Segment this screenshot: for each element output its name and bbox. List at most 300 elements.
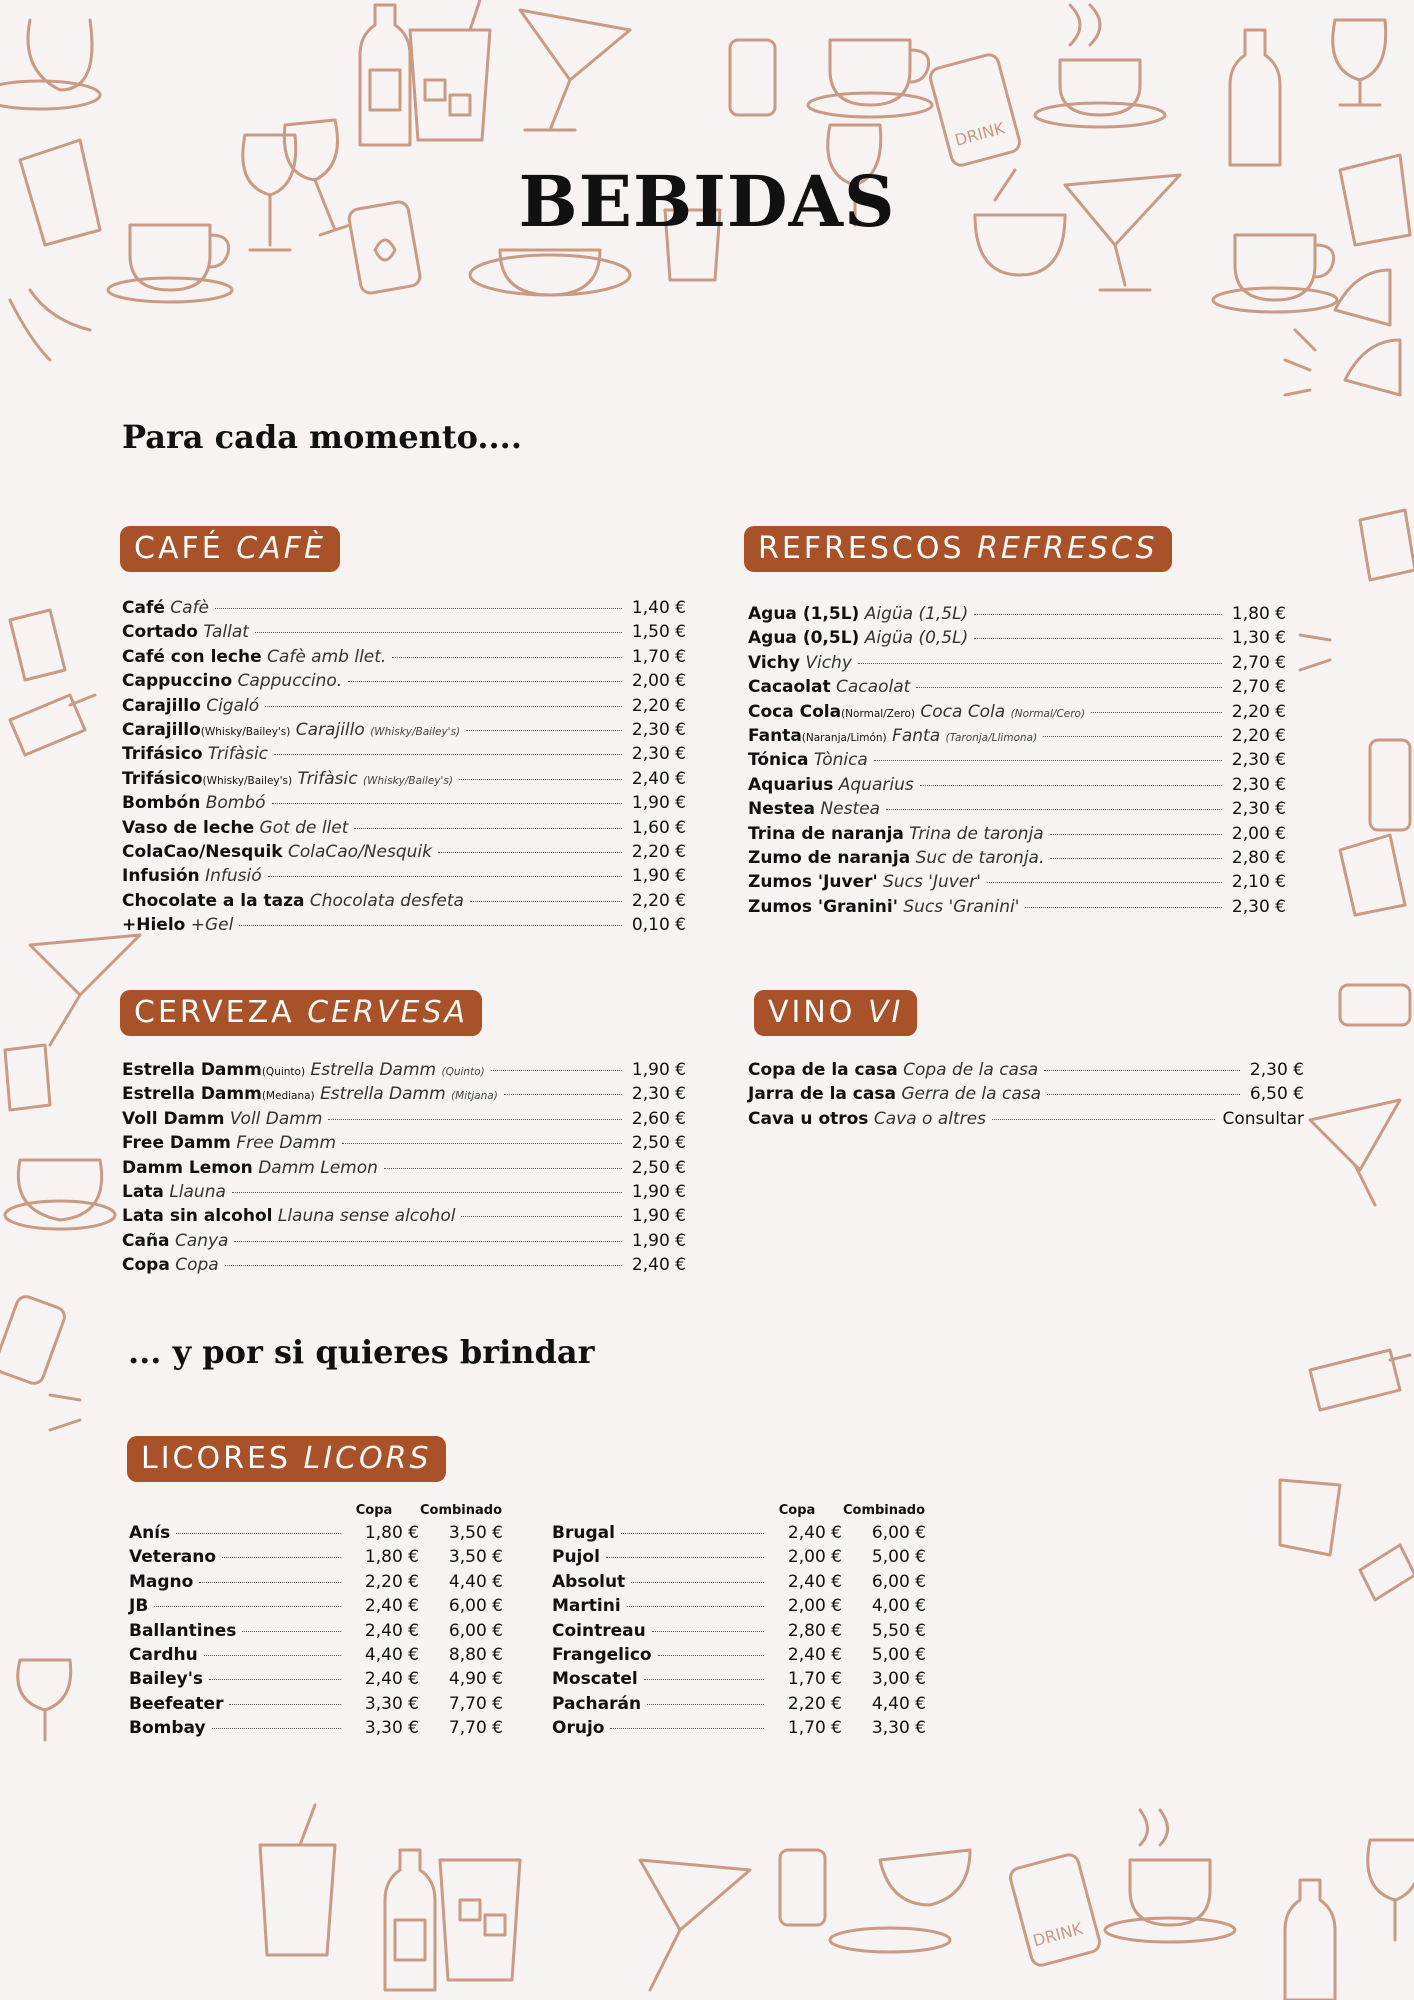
- licor-name: Brugal: [552, 1523, 615, 1543]
- dotted-leader: [242, 1631, 341, 1632]
- item-name: Aquarius: [748, 774, 834, 795]
- refrescos-menu-list: [748, 604, 1286, 921]
- menu-item-row: [122, 1109, 686, 1133]
- item-name: Estrella Damm: [122, 1060, 262, 1080]
- item-name-note: (Quinto): [261, 1066, 306, 1078]
- licor-price-copa: 2,00 €: [787, 1547, 842, 1568]
- item-name: Voll Damm: [122, 1108, 225, 1129]
- dotted-leader: [209, 1679, 341, 1680]
- item-price: 2,30 €: [631, 719, 686, 740]
- licor-row: [129, 1669, 503, 1693]
- svg-text:DRINK: DRINK: [1030, 1918, 1085, 1951]
- item-price: 1,90 €: [631, 1181, 686, 1202]
- item-name: Vaso de leche: [122, 817, 255, 838]
- item-name: Zumos 'Juver': [748, 872, 878, 893]
- item-translation-text: Trifàsic: [207, 744, 269, 765]
- dotted-leader: [606, 1557, 764, 1558]
- licor-price-combinado: 5,00 €: [871, 1547, 926, 1568]
- licor-price-copa: 1,80 €: [364, 1547, 419, 1568]
- item-name-note: (Whisky/Bailey's): [200, 725, 291, 738]
- coffee-cup-icon: [0, 20, 100, 109]
- licor-row: [552, 1523, 926, 1547]
- licor-price-copa: 2,40 €: [787, 1644, 842, 1665]
- licor-price-combinado: 7,70 €: [448, 1693, 503, 1714]
- dotted-leader: [438, 852, 622, 853]
- item-translation: [191, 915, 234, 935]
- licor-price-copa: 2,00 €: [787, 1596, 842, 1617]
- item-translation: [814, 750, 868, 770]
- item-name: Vichy: [748, 652, 800, 673]
- bottle-icon: [1360, 1545, 1414, 1600]
- licor-row: [129, 1621, 503, 1645]
- dotted-leader: [274, 754, 622, 755]
- dotted-leader: [466, 730, 622, 731]
- item-name: Café: [122, 598, 165, 618]
- item-translation-text: Copa de la casa: [903, 1060, 1039, 1080]
- glass-icon: [1280, 1480, 1340, 1555]
- item-price: 2,30 €: [1231, 799, 1286, 820]
- dotted-leader: [504, 1094, 622, 1095]
- item-translation: [820, 799, 880, 819]
- menu-item-row: [748, 604, 1286, 628]
- licor-price-combinado: 5,00 €: [871, 1644, 926, 1665]
- licor-name: Ballantines: [129, 1620, 237, 1641]
- can-icon: [928, 53, 1021, 168]
- dotted-leader: [987, 882, 1222, 883]
- cafe-menu-list: [122, 598, 686, 939]
- item-translation-text: Infusió: [205, 866, 262, 887]
- item-price: 1,90 €: [631, 793, 686, 814]
- licor-price-combinado: 6,00 €: [448, 1596, 503, 1617]
- item-translation-text: Free Damm: [236, 1133, 337, 1154]
- item-translation-text: Cafè amb llet.: [267, 646, 387, 667]
- licor-name: JB: [129, 1596, 149, 1617]
- item-translation: [175, 1255, 218, 1275]
- licor-price-copa: 2,40 €: [364, 1620, 419, 1641]
- item-translation: [298, 769, 453, 789]
- item-translation: [901, 1084, 1041, 1104]
- dotted-leader: [1043, 736, 1222, 737]
- licor-price-combinado: 5,50 €: [871, 1620, 926, 1641]
- item-translation: [892, 726, 1037, 746]
- dotted-leader: [1050, 858, 1222, 859]
- item-translation-text: Cava o altres: [873, 1108, 986, 1129]
- item-translation: [288, 842, 432, 862]
- licor-row: [552, 1669, 926, 1693]
- item-name: Carajillo: [122, 719, 201, 740]
- item-name: Damm Lemon: [122, 1157, 253, 1178]
- section-subtitle-top: Para cada momento....: [122, 418, 522, 456]
- item-name: Bombón: [122, 793, 201, 814]
- bottle-icon: [360, 5, 410, 145]
- licor-price-copa: 3,30 €: [364, 1693, 419, 1714]
- licor-name: Magno: [129, 1571, 194, 1592]
- item-price: 2,80 €: [1231, 847, 1286, 868]
- dotted-leader: [234, 1241, 622, 1242]
- item-price: 2,30 €: [1231, 774, 1286, 795]
- dotted-leader: [1025, 907, 1222, 908]
- item-translation: [208, 744, 268, 764]
- wine-glass-icon: [1368, 1840, 1414, 1940]
- item-translation: [175, 1231, 229, 1251]
- can-icon: [0, 1294, 67, 1386]
- svg-text:DRINK: DRINK: [952, 118, 1007, 150]
- menu-item-row: [748, 628, 1286, 652]
- licores-left-table: [129, 1503, 503, 1743]
- item-price: 1,90 €: [631, 1206, 686, 1227]
- item-name: Tónica: [748, 750, 809, 771]
- menu-item-row: [122, 891, 686, 915]
- licor-name: Bombay: [129, 1718, 206, 1739]
- item-translation: [278, 1206, 456, 1226]
- dotted-leader: [858, 663, 1222, 664]
- licor-row: [552, 1596, 926, 1620]
- item-translation: [310, 1060, 484, 1080]
- licor-row: [129, 1596, 503, 1620]
- item-name: Estrella Damm: [122, 1084, 262, 1105]
- glass-icon: [440, 1860, 520, 1980]
- item-translation-text: Cafè: [170, 598, 210, 618]
- item-translation-text: Gerra de la casa: [901, 1084, 1042, 1105]
- dotted-leader: [204, 1655, 341, 1656]
- item-translation-text: Tònica: [813, 750, 868, 771]
- wine-glass-icon: [18, 1660, 71, 1740]
- dotted-leader: [384, 1168, 622, 1169]
- item-name-note: (Naranja/Limón): [801, 731, 887, 744]
- item-translation-text: Cigaló: [206, 695, 260, 716]
- licores-section-badge: LICORES LICORS: [127, 1436, 446, 1482]
- licor-price-combinado: 8,80 €: [448, 1644, 503, 1665]
- cafe-section-badge: CAFÉ CAFÈ: [120, 526, 340, 572]
- item-name: Free Damm: [122, 1133, 231, 1154]
- dotted-leader: [255, 632, 622, 633]
- item-translation-note: (Whisky/Bailey's): [370, 725, 461, 738]
- menu-item-row: [122, 1133, 686, 1157]
- item-name: Infusión: [122, 866, 200, 887]
- menu-item-row: [122, 842, 686, 866]
- item-translation: [267, 647, 386, 667]
- item-name: Lata sin alcohol: [122, 1206, 273, 1227]
- dotted-leader: [886, 809, 1222, 810]
- coffee-cup-icon: [470, 250, 630, 295]
- licor-row: [129, 1572, 503, 1596]
- item-price: 1,80 €: [1231, 604, 1286, 624]
- wine-glass-icon: [1333, 20, 1386, 105]
- item-translation-text: Cappuccino.: [237, 671, 343, 692]
- item-price: 1,50 €: [631, 622, 686, 643]
- item-translation: [296, 720, 460, 740]
- licor-name: Pacharán: [552, 1693, 642, 1714]
- menu-item-row: [748, 1084, 1304, 1108]
- dotted-leader: [647, 1704, 764, 1705]
- item-translation-text: Tallat: [203, 622, 249, 643]
- item-translation: [836, 677, 910, 697]
- cerveza-menu-list: [122, 1060, 686, 1280]
- licor-price-combinado: 6,00 €: [871, 1571, 926, 1592]
- licor-price-copa: 2,40 €: [364, 1669, 419, 1690]
- item-name-note: (Mediana): [261, 1090, 315, 1103]
- item-price: 1,40 €: [631, 598, 686, 618]
- item-translation: [260, 818, 349, 838]
- item-name: Zumos 'Granini': [748, 896, 898, 917]
- item-translation: [258, 1158, 378, 1178]
- dotted-leader: [974, 638, 1222, 639]
- dotted-leader: [491, 1070, 622, 1071]
- dotted-leader: [354, 828, 622, 829]
- item-price: 2,20 €: [631, 841, 686, 862]
- menu-item-row: [748, 702, 1286, 726]
- licor-price-copa: 2,20 €: [787, 1693, 842, 1714]
- dotted-leader: [239, 925, 622, 926]
- item-translation-note: (Normal/Cero): [1010, 707, 1086, 720]
- item-translation-text: Suc de taronja.: [915, 847, 1045, 868]
- dotted-leader: [874, 760, 1222, 761]
- licor-price-combinado: 3,50 €: [448, 1547, 503, 1568]
- item-translation-note: (Mitjana): [451, 1090, 498, 1103]
- menu-item-row: [748, 653, 1286, 677]
- licor-price-combinado: 7,70 €: [448, 1718, 503, 1739]
- dotted-leader: [199, 1582, 341, 1583]
- dotted-leader: [154, 1606, 341, 1607]
- can-icon: [730, 40, 775, 115]
- licor-price-copa: 2,40 €: [787, 1571, 842, 1592]
- glass-icon: [1340, 835, 1405, 915]
- licor-price-copa: 4,40 €: [364, 1644, 419, 1665]
- dotted-leader: [215, 608, 622, 609]
- menu-item-row: [748, 750, 1286, 774]
- dotted-leader: [459, 779, 622, 780]
- bottle-icon: [385, 1850, 435, 1990]
- licor-price-copa: 2,20 €: [364, 1571, 419, 1592]
- item-price: 1,90 €: [631, 1060, 686, 1080]
- menu-item-row: [122, 1231, 686, 1255]
- item-name: Agua (0,5L): [748, 628, 860, 649]
- bottle-icon: [1230, 30, 1280, 165]
- item-name: Copa de la casa: [748, 1060, 898, 1080]
- can-icon: [1370, 740, 1410, 830]
- item-price: 2,30 €: [631, 744, 686, 765]
- item-price: 2,30 €: [1249, 1060, 1304, 1080]
- licor-price-combinado: 6,00 €: [871, 1523, 926, 1543]
- dotted-leader: [652, 1631, 764, 1632]
- item-name: +Hielo: [122, 915, 186, 936]
- item-name: Trina de naranja: [748, 823, 904, 844]
- coffee-cup-icon: [5, 1160, 115, 1229]
- item-price: 2,30 €: [1231, 750, 1286, 771]
- dotted-leader: [920, 785, 1222, 786]
- item-name: Nestea: [748, 799, 816, 820]
- item-translation: [205, 866, 262, 886]
- licores-right-table: [552, 1503, 926, 1743]
- item-name: Carajillo: [122, 695, 201, 716]
- item-translation-text: Aigüa (1,5L): [864, 604, 969, 624]
- dotted-leader: [176, 1533, 341, 1534]
- dotted-leader: [974, 614, 1222, 615]
- item-translation-text: Damm Lemon: [258, 1157, 378, 1178]
- dotted-leader: [631, 1582, 764, 1583]
- menu-item-row: [122, 793, 686, 817]
- coffee-cup-icon: [808, 40, 932, 117]
- dotted-leader: [222, 1557, 341, 1558]
- item-translation: [170, 598, 209, 618]
- item-translation-text: +Gel: [190, 915, 234, 936]
- item-translation-text: Vichy: [805, 652, 852, 673]
- licores-column-headers: [552, 1503, 926, 1523]
- dotted-leader: [610, 1728, 764, 1729]
- menu-item-row: [122, 915, 686, 939]
- menu-item-row: [748, 775, 1286, 799]
- menu-item-row: [748, 677, 1286, 701]
- glass-icon: [260, 1805, 335, 1955]
- dotted-leader: [644, 1679, 764, 1680]
- item-translation: [206, 696, 259, 716]
- item-price: 2,20 €: [1231, 725, 1286, 746]
- item-translation-text: Cacaolat: [836, 677, 911, 698]
- dotted-leader: [461, 1216, 622, 1217]
- item-price: 2,40 €: [631, 768, 686, 789]
- item-translation: [238, 671, 343, 691]
- dotted-leader: [212, 1728, 341, 1729]
- item-translation-text: Aquarius: [838, 774, 914, 795]
- can-icon: [1008, 1853, 1101, 1968]
- licor-name: Cardhu: [129, 1644, 198, 1665]
- wine-glass-icon: [1335, 270, 1400, 395]
- item-price: 2,20 €: [631, 890, 686, 911]
- item-translation-text: Voll Damm: [229, 1108, 323, 1129]
- menu-item-row: [122, 647, 686, 671]
- item-name: Cortado: [122, 622, 198, 643]
- item-name: Copa: [122, 1255, 170, 1276]
- licor-price-combinado: 4,00 €: [871, 1596, 926, 1617]
- martini-glass-icon: [520, 10, 630, 130]
- can-icon: [1340, 985, 1410, 1025]
- licor-name: Frangelico: [552, 1644, 652, 1665]
- licor-row: [129, 1694, 503, 1718]
- item-translation: [310, 891, 464, 911]
- dotted-leader: [658, 1655, 764, 1656]
- item-translation-text: Coca Cola: [920, 701, 1006, 722]
- dotted-leader: [265, 706, 622, 707]
- item-name: Fanta: [748, 725, 802, 746]
- item-price: 2,40 €: [631, 1255, 686, 1276]
- item-price: 1,60 €: [631, 817, 686, 838]
- menu-item-row: [122, 1255, 686, 1279]
- item-translation-text: Estrella Damm: [320, 1084, 446, 1105]
- menu-item-row: [748, 799, 1286, 823]
- item-translation-text: Llauna: [169, 1181, 226, 1202]
- item-price: 2,30 €: [631, 1084, 686, 1105]
- item-name: Coca Cola: [748, 701, 842, 722]
- menu-item-row: [748, 824, 1286, 848]
- item-price: 2,10 €: [1231, 872, 1286, 893]
- item-translation: [903, 1060, 1038, 1080]
- menu-item-row: [122, 744, 686, 768]
- menu-item-row: [748, 726, 1286, 750]
- licor-price-combinado: 4,90 €: [448, 1669, 503, 1690]
- dotted-leader: [328, 1119, 622, 1120]
- item-translation: [865, 628, 969, 648]
- item-price: 1,70 €: [631, 646, 686, 667]
- licor-name: Beefeater: [129, 1693, 224, 1714]
- item-translation-text: Trina de taronja: [909, 823, 1044, 844]
- martini-glass-icon: [1310, 1100, 1400, 1205]
- item-price: 2,30 €: [1231, 896, 1286, 917]
- item-price: 2,00 €: [631, 671, 686, 692]
- item-translation: [865, 604, 969, 624]
- menu-item-row: [122, 818, 686, 842]
- column-header-combinado: Combinado: [842, 1503, 926, 1518]
- dotted-leader: [916, 687, 1222, 688]
- item-name: Zumo de naranja: [748, 847, 911, 868]
- dotted-leader: [225, 1265, 622, 1266]
- licor-row: [129, 1645, 503, 1669]
- dotted-leader: [1091, 712, 1222, 713]
- column-header-combinado: Combinado: [419, 1503, 503, 1518]
- item-price: 6,50 €: [1249, 1084, 1304, 1105]
- item-name: Cava u otros: [748, 1108, 869, 1129]
- menu-item-row: [122, 1158, 686, 1182]
- glass-icon: [10, 610, 65, 680]
- item-translation: [883, 872, 981, 892]
- licor-row: [552, 1645, 926, 1669]
- martini-glass-icon: [640, 1860, 750, 1990]
- licor-name: Bailey's: [129, 1669, 204, 1690]
- licor-price-combinado: 3,50 €: [448, 1523, 503, 1543]
- item-translation-text: Got de llet: [259, 817, 349, 838]
- item-name: Caña: [122, 1230, 170, 1251]
- licor-price-combinado: 3,00 €: [871, 1669, 926, 1690]
- item-price: 2,00 €: [1231, 823, 1286, 844]
- menu-item-row: [748, 872, 1286, 896]
- dotted-leader: [627, 1606, 764, 1607]
- licor-name: Martini: [552, 1596, 621, 1617]
- licor-price-combinado: 3,30 €: [871, 1718, 926, 1739]
- item-translation-text: Llauna sense alcohol: [277, 1206, 456, 1227]
- licor-name: Veterano: [129, 1547, 217, 1568]
- item-name: Agua (1,5L): [748, 604, 860, 624]
- item-price: 2,50 €: [631, 1157, 686, 1178]
- item-translation-note: (Whisky/Bailey's): [363, 774, 453, 787]
- item-price: 1,90 €: [631, 866, 686, 887]
- item-price: 2,20 €: [1231, 701, 1286, 722]
- item-name: ColaCao/Nesquik: [122, 841, 283, 862]
- menu-item-row: [748, 1109, 1304, 1133]
- item-translation: [909, 824, 1043, 844]
- glass-icon: [410, 0, 490, 140]
- licores-column-headers: [129, 1503, 503, 1523]
- dotted-leader: [1044, 1070, 1240, 1071]
- dotted-leader: [232, 1192, 622, 1193]
- glass-icon: [5, 1045, 50, 1110]
- item-name: Cappuccino: [122, 671, 233, 692]
- item-translation: [320, 1084, 498, 1104]
- item-translation-text: Chocolata desfeta: [309, 890, 464, 911]
- item-price: 2,60 €: [631, 1108, 686, 1129]
- item-price: 0,10 €: [631, 915, 686, 936]
- item-translation-text: Sucs 'Juver': [883, 872, 981, 893]
- glass-icon: [1360, 510, 1414, 580]
- item-price: 2,20 €: [631, 695, 686, 716]
- item-translation: [920, 702, 1085, 722]
- item-name-note: (Normal/Zero): [841, 707, 915, 720]
- item-translation-note: (Quinto): [441, 1066, 485, 1078]
- column-header-copa: Copa: [778, 1503, 816, 1518]
- coffee-cup-icon: [1213, 235, 1337, 312]
- section-subtitle-bottom: ... y por si quieres brindar: [128, 1333, 595, 1371]
- item-translation-text: Fanta: [892, 725, 941, 746]
- menu-item-row: [748, 897, 1286, 921]
- item-price: 2,50 €: [631, 1133, 686, 1154]
